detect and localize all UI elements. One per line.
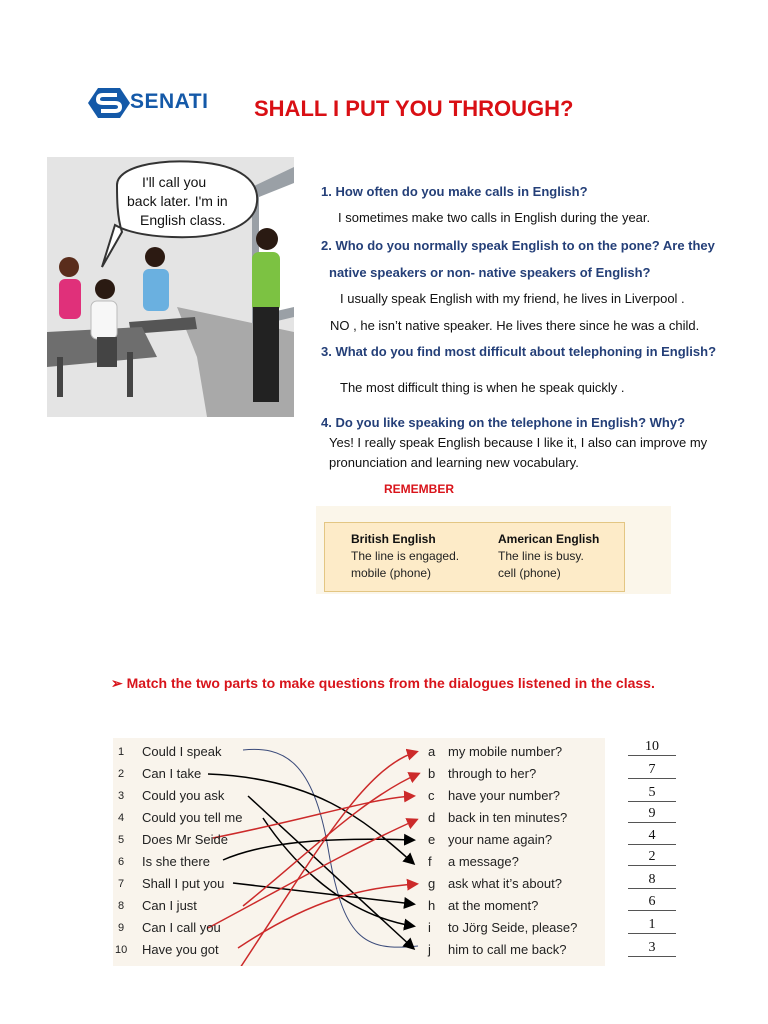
answer-blank[interactable]: 3 xyxy=(628,940,676,957)
right-letter: c xyxy=(428,788,435,803)
answer-4-line-2: pronunciation and learning new vocabulary. xyxy=(329,455,579,470)
left-item: Could you ask xyxy=(142,788,225,803)
right-item: a message? xyxy=(448,854,519,869)
answer-blank[interactable]: 7 xyxy=(628,762,676,779)
right-item: ask what it’s about? xyxy=(448,876,562,891)
right-letter: a xyxy=(428,744,436,759)
answer-blank[interactable]: 9 xyxy=(628,806,676,823)
left-num: 8 xyxy=(118,900,125,912)
right-letter: d xyxy=(428,810,436,825)
left-item: Can I just xyxy=(142,898,197,913)
logo-text: SENATI xyxy=(130,90,209,113)
left-item: Can I take xyxy=(142,766,202,781)
right-item: to Jörg Seide, please? xyxy=(448,920,578,935)
answer-blank[interactable]: 2 xyxy=(628,849,676,866)
right-letter: h xyxy=(428,898,436,913)
left-item: Could you tell me xyxy=(142,810,243,825)
question-4: 4. Do you like speaking on the telephone in English? Why? xyxy=(321,415,686,430)
left-item: Shall I put you xyxy=(142,876,225,891)
left-num: 1 xyxy=(118,746,125,758)
question-2-line-1: 2. Who do you normally speak English to on the pone? Are they xyxy=(321,238,715,253)
right-letter: b xyxy=(428,766,436,781)
left-num: 6 xyxy=(118,856,125,868)
left-num: 9 xyxy=(118,922,125,934)
right-item: him to call me back? xyxy=(448,942,567,957)
left-item: Does Mr Seide xyxy=(142,832,228,847)
office-illustration xyxy=(47,157,294,417)
remember-label: REMEMBER xyxy=(384,482,455,496)
right-item: back in ten minutes? xyxy=(448,810,568,825)
right-item: your name again? xyxy=(448,832,553,847)
right-item: have your number? xyxy=(448,788,561,803)
right-item: my mobile number? xyxy=(448,744,563,759)
left-num: 2 xyxy=(118,768,125,780)
answer-2-line-1: I usually speak English with my friend, he lives in Liverpool . xyxy=(340,291,685,306)
answer-blank[interactable]: 5 xyxy=(628,785,676,802)
answer-3: The most difficult thing is when he speak quickly . xyxy=(340,380,625,395)
american-row-1: The line is busy. xyxy=(498,549,584,563)
left-item: Is she there xyxy=(142,854,210,869)
left-num: 5 xyxy=(118,834,125,846)
american-row-2: cell (phone) xyxy=(498,566,561,580)
left-num: 10 xyxy=(115,944,128,956)
question-1: 1. How often do you make calls in English? xyxy=(321,184,588,199)
speech-line-1: I'll call you xyxy=(142,174,207,190)
left-num: 3 xyxy=(118,790,125,802)
left-item: Can I call you xyxy=(142,920,221,935)
british-header: British English xyxy=(351,532,436,546)
right-letter: f xyxy=(428,854,432,869)
match-instruction xyxy=(111,675,655,692)
left-num: 4 xyxy=(118,812,125,824)
arrow-bullet-icon: ➢ xyxy=(111,675,127,691)
answer-blank[interactable]: 1 xyxy=(628,917,676,934)
answer-blank[interactable]: 10 xyxy=(628,739,676,756)
question-3: 3. What do you find most difficult about telephoning in English? xyxy=(321,344,717,359)
left-item: Could I speak xyxy=(142,744,222,759)
page-title: SHALL I PUT YOU THROUGH? xyxy=(254,96,574,121)
right-letter: j xyxy=(428,942,431,957)
british-american-table xyxy=(316,506,671,594)
answer-blank[interactable]: 8 xyxy=(628,872,676,889)
answer-blank[interactable]: 6 xyxy=(628,894,676,911)
british-row-2: mobile (phone) xyxy=(351,566,432,580)
match-instruction-text: Match the two parts to make questions from the dialogues listened in the class. xyxy=(126,675,655,691)
american-header: American English xyxy=(498,532,600,546)
answer-4-line-1: Yes! I really speak English because I like it, I also can improve my xyxy=(329,435,708,450)
british-row-1: The line is engaged. xyxy=(351,549,460,563)
right-letter: g xyxy=(428,876,436,891)
speech-line-2: back later. I'm in xyxy=(127,193,228,209)
right-letter: i xyxy=(428,920,431,935)
speech-line-3: English class. xyxy=(140,212,226,228)
answer-1: I sometimes make two calls in English during the year. xyxy=(338,210,651,225)
right-letter: e xyxy=(428,832,436,847)
left-num: 7 xyxy=(118,878,125,890)
question-2-line-2: native speakers or non- native speakers of English? xyxy=(329,265,651,280)
answer-2-line-2: NO , he isn’t native speaker. He lives there since he was a child. xyxy=(330,318,700,333)
right-item: at the moment? xyxy=(448,898,539,913)
answer-blank[interactable]: 4 xyxy=(628,828,676,845)
right-item: through to her? xyxy=(448,766,537,781)
left-item: Have you got xyxy=(142,942,219,957)
